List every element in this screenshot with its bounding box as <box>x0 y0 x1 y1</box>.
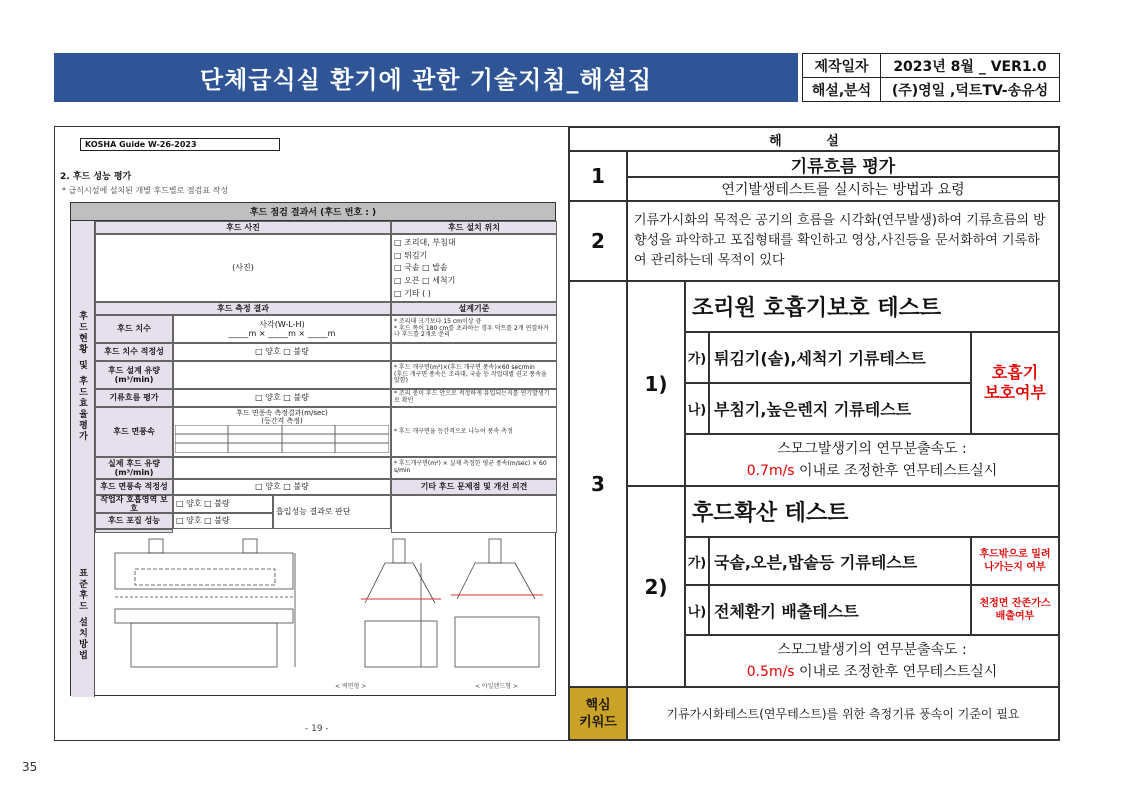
row-value <box>173 361 391 389</box>
row-label: 후드 면풍속 적정성 <box>95 479 173 495</box>
row-value <box>173 457 391 479</box>
row-label: 후드 포집 성능 <box>95 513 173 529</box>
row-label: 작업자 호흡영역 보호 <box>95 495 173 513</box>
meta-label: 해설,분석 <box>803 78 881 102</box>
criteria-header: 설계기준 <box>391 302 557 315</box>
row-value: □ 양호 □ 불량 <box>173 479 391 495</box>
location-option: □ 조리대, 부침대 <box>394 237 456 247</box>
location-list <box>391 234 557 302</box>
row-criteria: * 후드 개구면을 등간격으로 나누어 풍속 측정 <box>391 407 557 457</box>
section-number: 1 <box>569 151 627 201</box>
test-1-item: 튀김기(솥),세척기 기류테스트 <box>709 332 971 383</box>
test-2-number: 2) <box>627 486 685 687</box>
test-2-item: 전체환기 배출테스트 <box>709 585 971 635</box>
smoke-note: 흡입성능 결과로 판단 <box>273 495 391 529</box>
test-1-item-mark: 가) <box>685 332 709 383</box>
speed-line <box>747 460 998 482</box>
row-label: 기류흐름 평가 <box>95 389 173 407</box>
location-option: □ 국솥 □ 밥솥 <box>394 263 448 273</box>
row-label: 후드 면풍속 <box>95 407 173 457</box>
row-label: 실제 후드 유량(m³/min) <box>95 457 173 479</box>
test-1-title: 조리원 호흡기보호 테스트 <box>685 281 1059 332</box>
photo-header: 후드 사진 <box>95 221 391 234</box>
speed-line <box>747 661 998 683</box>
test-2-item: 국솥,오븐,밥솥등 기류테스트 <box>709 537 971 585</box>
section-number: 2 <box>569 201 627 281</box>
meta-value: 2023년 8월 _ VER1.0 <box>881 54 1060 78</box>
hood-installation-drawing <box>95 533 557 697</box>
section-1-title: 기류흐름 평가 <box>627 151 1059 177</box>
form-title: 후드 점검 결과서 (후드 번호 : ) <box>71 203 555 221</box>
speed-value: 0.7m/s <box>746 463 795 479</box>
commentary-header: 해 설 <box>569 127 1059 151</box>
speed-rest: 이내로 조정한후 연무테스트실시 <box>794 664 998 680</box>
speed-label: 스모그발생기의 연무분출속도 : <box>777 441 967 457</box>
row-value: □ 양호 □ 불량 <box>173 389 391 407</box>
section-note: * 급식시설에 설치된 개별 후드별로 점검표 작성 <box>62 186 229 195</box>
speed-value: 0.5m/s <box>746 664 795 680</box>
commentary-panel <box>569 127 1059 740</box>
row-label: 후드 설계 유량(m³/min) <box>95 361 173 389</box>
velocity-grid-lines <box>175 425 389 453</box>
measure-header: 후드 측정 결과 <box>95 302 391 315</box>
row-value: □ 양호 □ 불량 <box>173 343 391 361</box>
side-label-status: 후드현황 및 후드효율평가 <box>71 221 95 533</box>
page-title: 단체급식실 환기에 관한 기술지침_해설집 <box>54 53 798 102</box>
location-option: □ 기타 ( ) <box>394 288 431 298</box>
content-frame <box>54 126 1060 741</box>
row-label: 후드 치수 <box>95 315 173 343</box>
speed-label: 스모그발생기의 연무분출속도 : <box>777 642 967 658</box>
row-value: □ 양호 □ 불량 <box>173 513 273 529</box>
keyword-text: 기류가시화테스트(연무테스트)를 위한 측정기류 풍속이 기준이 필요 <box>627 687 1059 740</box>
test-1-check: 호흡기 보호여부 <box>971 332 1059 434</box>
section-1-desc: 연기발생테스트를 실시하는 방법과 요령 <box>627 177 1059 201</box>
opinion-area <box>391 495 557 533</box>
row-criteria: * 조리대 크기보다 15 cm이상 큼 * 후드 폭이 180 cm를 초과하는 경우 덕트를 2개 연결하거나 후드를 2개로 분리 <box>391 315 557 343</box>
row-value: 후드 면풍속 측정결과(m/sec) (등간격 측정) <box>236 409 328 426</box>
keyword-label: 핵심 키워드 <box>569 687 627 740</box>
test-2-title: 후드확산 테스트 <box>685 486 1059 537</box>
section-number: 3 <box>569 281 627 687</box>
row-criteria: * 조리 중이 후드 안으로 적정하게 유입되는지를 연기발생기로 확인 <box>391 389 557 407</box>
row-criteria: * 후드 개구면(m²)×(후드 개구면 풍속)×60 sec/min (후드 개구면 풍속은 조리대, 국솥 등 작업대별 권고 풍속을 말함) <box>391 361 557 389</box>
test-2-item-mark: 나) <box>685 585 709 635</box>
location-header: 후드 설치 위치 <box>391 221 557 234</box>
meta-table <box>802 53 1060 102</box>
location-option: □ 튀김기 <box>394 250 428 260</box>
guide-code: KOSHA Guide W-26-2023 <box>80 138 280 151</box>
drawing-caption: < 벽면형 > <box>335 683 367 690</box>
inspection-form <box>70 202 556 696</box>
test-2-item-check: 천정면 잔존가스 배출여부 <box>971 585 1059 635</box>
row-value: □ 양호 □ 불량 <box>173 495 273 513</box>
meta-label: 제작일자 <box>803 54 881 78</box>
photo-placeholder: (사진) <box>95 234 391 302</box>
speed-rest: 이내로 조정한후 연무테스트실시 <box>794 463 998 479</box>
test-2-item-check: 후드밖으로 밀려 나가는지 여부 <box>971 537 1059 585</box>
row-criteria: * 후드개구면(m²) × 실제 측정한 평균 풍속(m/sec) × 60 s/min <box>391 457 557 479</box>
section-title: 2. 후드 성능 평가 <box>60 172 132 182</box>
section-2-text: 기류가시화의 목적은 공기의 흐름을 시각화(연무발생)하여 기류흐름의 방향성을 파악하고 포집형태를 확인하고 영상,사진등을 문서화하여 기록하여 관리하는데 목적이 있다 <box>627 201 1059 281</box>
drawing-caption: < 아일랜드형 > <box>475 683 518 690</box>
page-marker: 35 <box>22 760 38 774</box>
row-value: 사각(W-L-H) _____m × _____m × _____m <box>173 315 391 343</box>
face-velocity-grid <box>173 407 391 457</box>
row-criteria: 기타 후드 문제점 및 개선 의견 <box>391 479 557 495</box>
hood-drawing <box>95 533 557 697</box>
guide-page <box>55 127 569 740</box>
test-1-item: 부침기,높은렌지 기류테스트 <box>709 383 971 434</box>
page-number: - 19 - <box>305 724 329 734</box>
test-1-number: 1) <box>627 281 685 486</box>
side-label-install: 표준후드 설치방법 <box>71 533 95 697</box>
location-option: □ 오븐 □ 세척기 <box>394 276 456 286</box>
test-1-speed <box>685 434 1059 486</box>
meta-value: (주)영일 ,덕트TV-송유성 <box>881 78 1060 102</box>
test-1-item-mark: 나) <box>685 383 709 434</box>
test-2-item-mark: 가) <box>685 537 709 585</box>
row-label: 후드 치수 적정성 <box>95 343 173 361</box>
test-2-speed <box>685 635 1059 687</box>
row-criteria <box>391 343 557 361</box>
